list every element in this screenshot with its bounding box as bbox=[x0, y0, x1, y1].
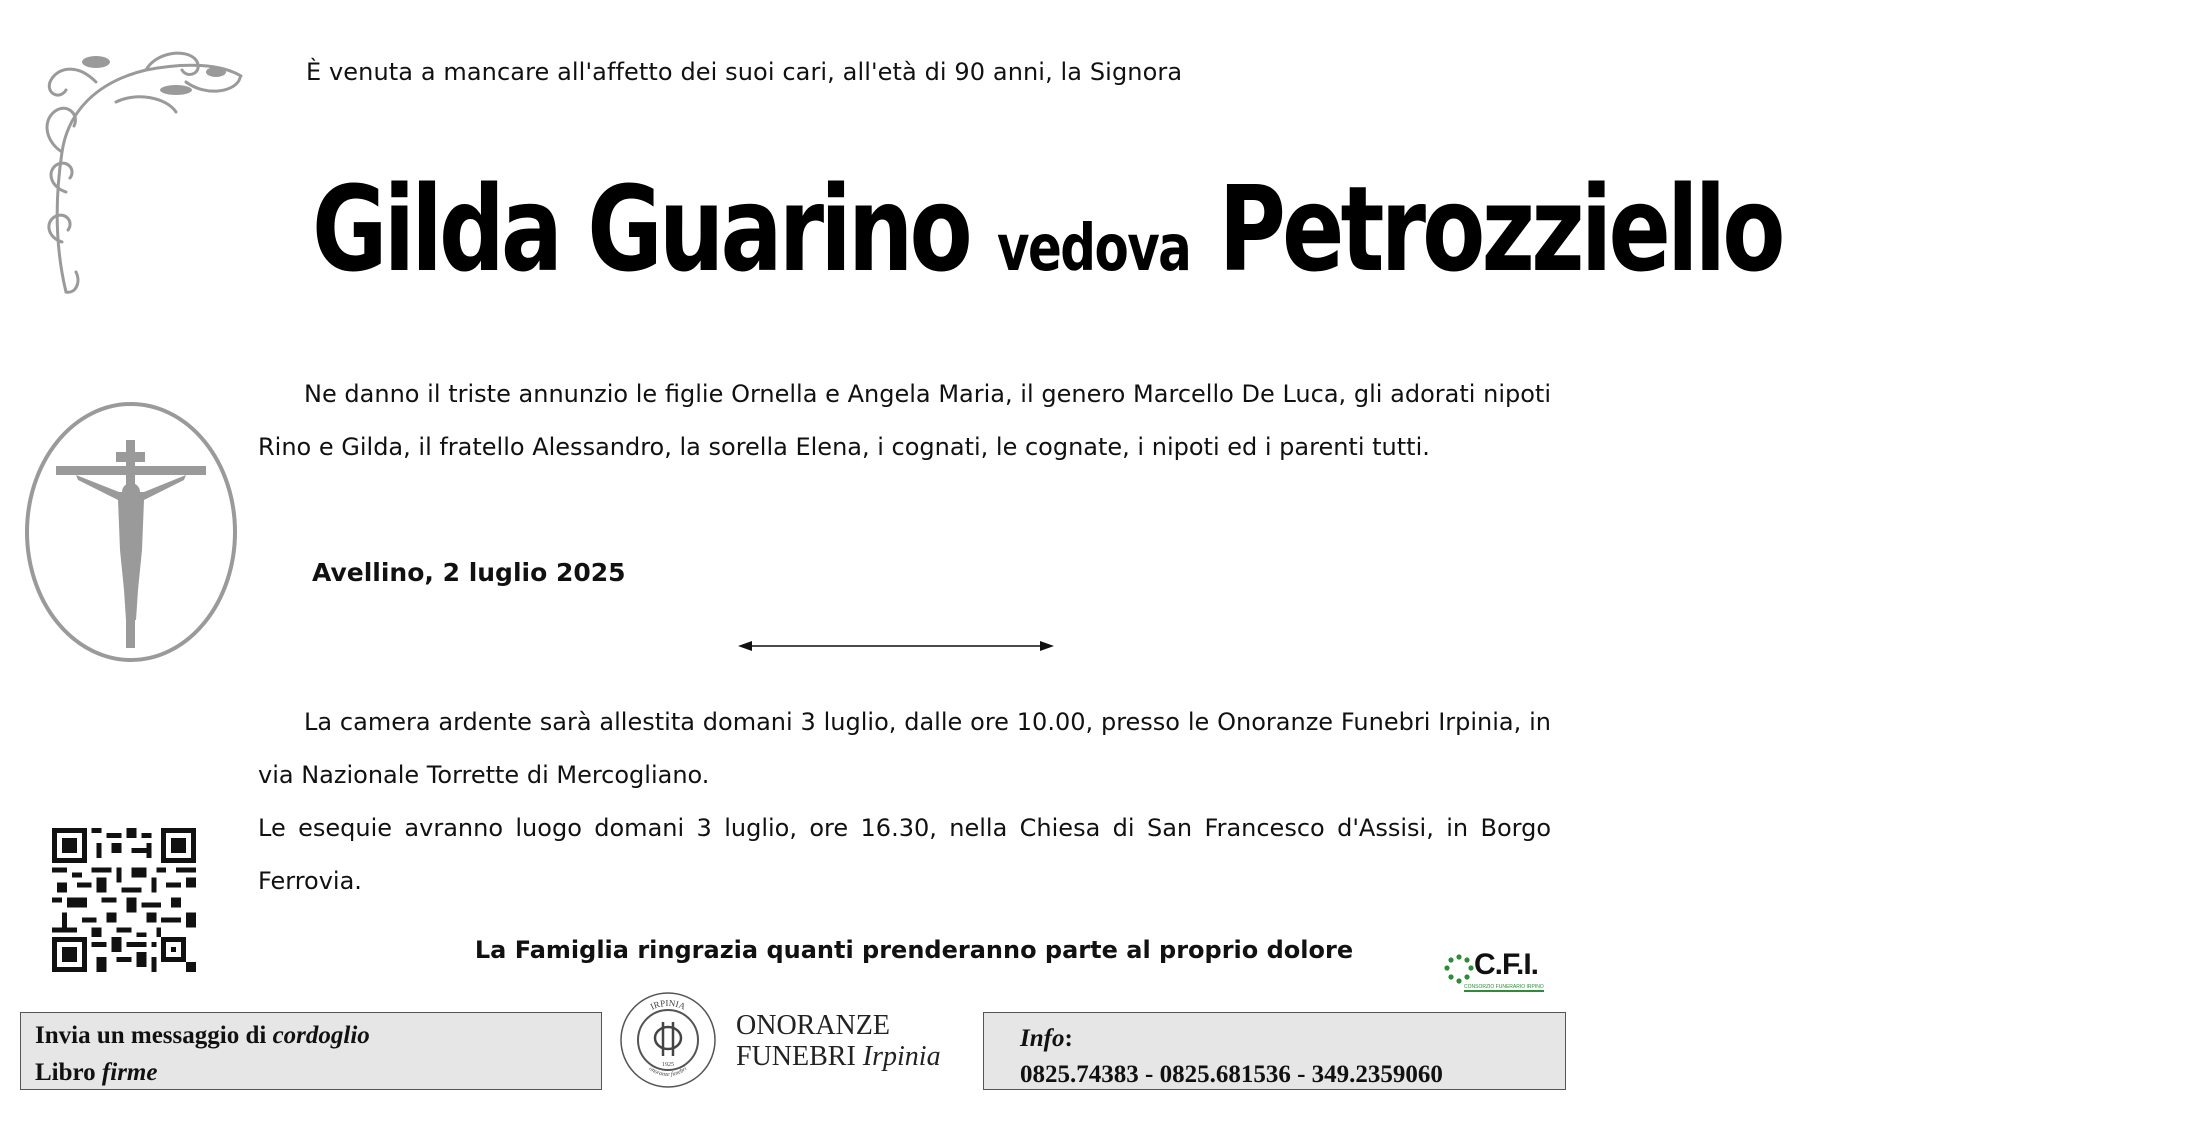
name-connector: vedova bbox=[997, 212, 1191, 286]
info-box bbox=[983, 1012, 1566, 1090]
phone-numbers[interactable]: 0825.74383 - 0825.681536 - 349.2359060 bbox=[1020, 1061, 1443, 1088]
place-date: Avellino, 2 luglio 2025 bbox=[312, 558, 626, 587]
esequie-text: Le esequie avranno luogo domani 3 luglio, ore 16.30, nella Chiesa di San Francesco d'Assisi, in Borgo Ferrovia. bbox=[258, 814, 1551, 895]
double-arrow-icon bbox=[738, 638, 1054, 654]
mourners-text: Ne danno il triste annunzio le figlie Ornella e Angela Maria, il genero Marcello De Luca, gli adorati nipoti Rino e Gilda, il fratello Alessandro, la sorella Elena, i cognati, le cognate, i nipoti ed i parenti tutti. bbox=[258, 380, 1551, 461]
cfi-subtitle: CONSORZIO FUNERARIO IRPINO bbox=[1464, 984, 1544, 990]
intro-text: È venuta a mancare all'affetto dei suoi cari, all'età di 90 anni, la Signora bbox=[306, 58, 1183, 86]
agency-name bbox=[736, 1010, 941, 1072]
name-first: Gilda Guarino bbox=[312, 160, 969, 298]
seal-top-text: IRPINIA bbox=[648, 997, 687, 1012]
seal-bottom-text: onoranze funebri bbox=[647, 1065, 689, 1079]
agency-seal-logo bbox=[618, 990, 718, 1090]
condolence-box[interactable] bbox=[20, 1012, 602, 1090]
thanks-text: La Famiglia ringrazia quanti prenderanno parte al proprio dolore bbox=[474, 936, 1354, 964]
name-last: Petrozziello bbox=[1218, 160, 1782, 298]
corner-ornament-icon bbox=[36, 42, 246, 302]
cfi-logo-text: C.F.I. bbox=[1474, 948, 1539, 981]
camera-ardente-text: La camera ardente sarà allestita domani 3 luglio, dalle ore 10.00, presso le Onoranze Funebri Irpinia, in via Nazionale Torrette di Mercogliano. bbox=[258, 708, 1551, 789]
agency-line2: FUNEBRI Irpinia bbox=[736, 1041, 941, 1072]
info-label: Info: bbox=[1020, 1025, 1073, 1052]
crucifix-icon bbox=[24, 400, 238, 664]
cfi-logo bbox=[1444, 948, 1544, 998]
seal-year: 1925 bbox=[662, 1062, 674, 1068]
deceased-name bbox=[312, 160, 1782, 310]
agency-line1: ONORANZE bbox=[736, 1010, 890, 1041]
cfi-dots-icon bbox=[1444, 954, 1474, 984]
condolence-link[interactable]: Invia un messaggio di cordoglio bbox=[35, 1022, 370, 1049]
guestbook-link[interactable]: Libro firme bbox=[35, 1059, 158, 1086]
funeral-details bbox=[258, 696, 1551, 908]
